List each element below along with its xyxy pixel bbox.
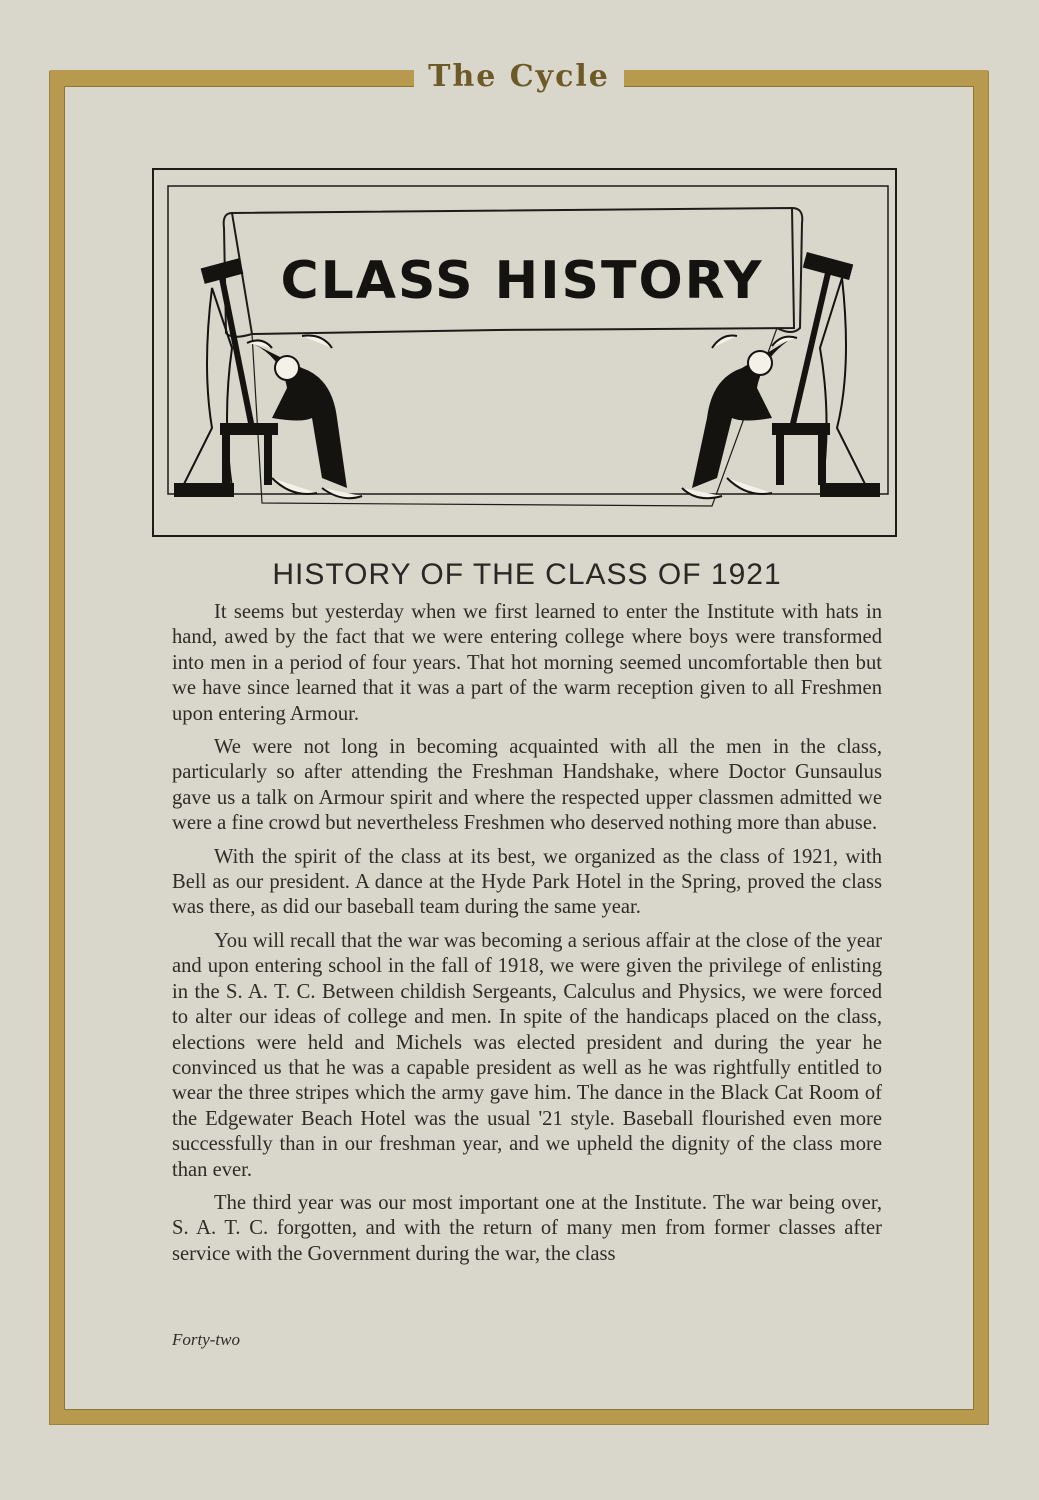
article-paragraph: It seems but yesterday when we first learned to enter the Institute with hats in hand, awed by the fact that we were entering college where boys were transformed into men in a period of four years. That hot morning seemed uncomfortable then but we have since learned that it was a part of the warm reception given to all Freshmen upon entering Armour. — [172, 601, 882, 725]
article-paragraph: You will recall that the war was becoming a serious affair at the close of the year and upon entering school in the fall of 1918, we were given the privilege of enlisting in the S. A. T. C. Between childish Sergeants, Calculus and Physics, we were forced to alter our ideas of college and men. In spite of the handicaps placed on the class, elections were held and Michels was elected president and during the year he convinced us that he was a capable president as well as he was rightfully entitled to wear the three stripes which the army gave him. The dance in the Black Cat Room of the Edgewater Beach Hotel was the usual '21 style. Baseball flourished even more successfully than in our freshman year, and we upheld the dignity of the class more than ever. — [172, 929, 882, 1181]
page-number: Forty-two — [172, 1330, 240, 1349]
banner-title-text: CLASS HISTORY — [280, 251, 764, 311]
header-rule-right — [624, 70, 988, 84]
article-heading: HISTORY OF THE CLASS OF 1921 — [272, 558, 782, 591]
header-rule-left — [50, 70, 414, 84]
article-paragraph: We were not long in becoming acquainted with all the men in the class, particularly so after attending the Freshman Handshake, where Doctor Gunsaulus gave us a talk on Armour spirit and where the respected upper classmen admitted we were a fine crowd but nevertheless Freshmen who deserved nothing more than abuse. — [172, 736, 882, 835]
article-paragraph: The third year was our most important one at the Institute. The war being over, S. A. T. C. forgotten, and with the return of many men from former classes after service with the Government during the war, the class — [172, 1191, 882, 1265]
running-header-title: The Cycle — [414, 64, 624, 90]
class-history-banner-illustration — [152, 168, 897, 537]
article-paragraph: With the spirit of the class at its best, we organized as the class of 1921, with Bell as our president. A dance at the Hyde Park Hotel in the Spring, proved the class was there, as did our baseball team during the same year. — [172, 845, 882, 919]
running-header — [50, 59, 988, 94]
article-body — [172, 600, 882, 1275]
